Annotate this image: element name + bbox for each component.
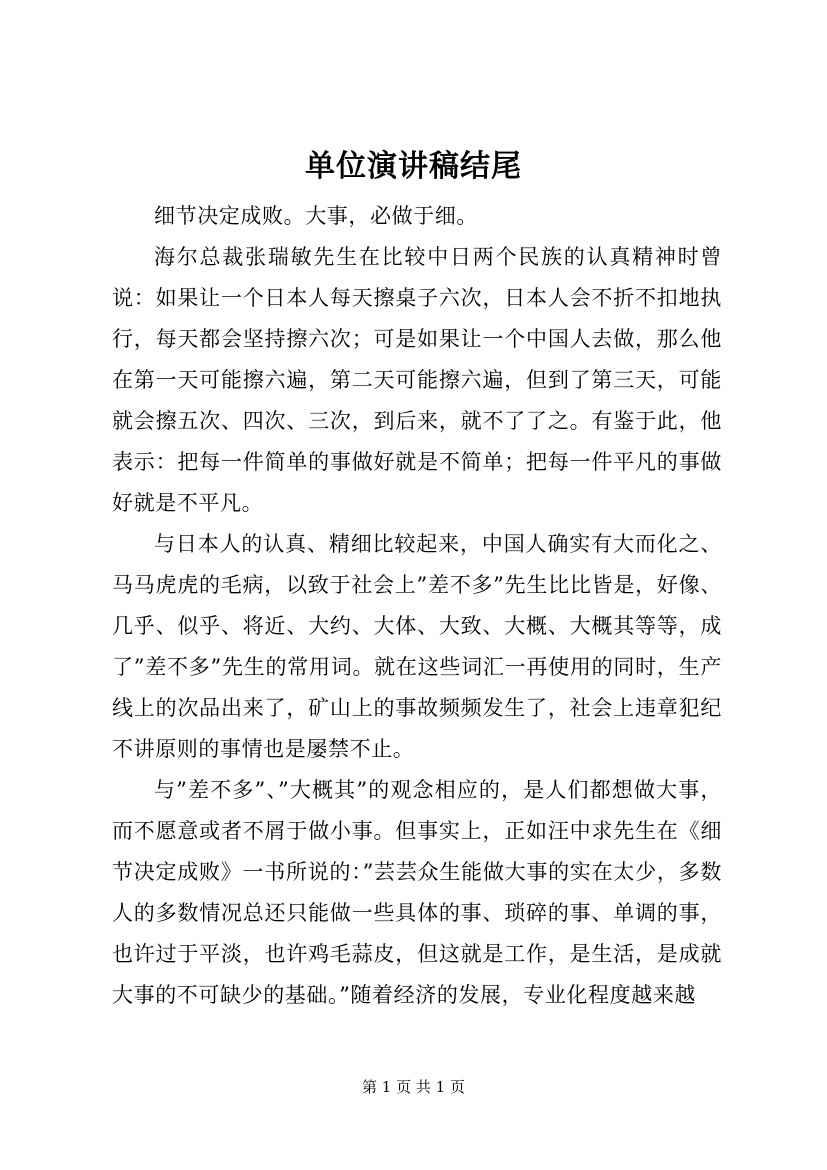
paragraph-2: 海尔总裁张瑞敏先生在比较中日两个民族的认真精神时曾说：如果让一个日本人每天擦桌子六次，日本人会不折不扣地执行，每天都会坚持擦六次；可是如果让一个中国人去做，那么他在第一天可能擦六遍，第二天可能擦六遍，但到了第三天，可能就会擦五次、四次、三次，到后来，就不了了之。有鉴于此，他表示：把每一件简单的事做好就是不简单；把每一件平凡的事做好就是不平凡。 [112,245,722,515]
page-number-footer: 第 1 页 共 1 页 [362,1078,465,1096]
paragraph-4: 与”差不多”、”大概其”的观念相应的，是人们都想做大事，而不愿意或者不屑于做小事。但事实上，正如汪中求先生在《细节决定成败》一书所说的：”芸芸众生能做大事的实在太少，多数人的多数情况总还只能做一些具体的事、琐碎的事、单调的事，也许过于平淡，也许鸡毛蒜皮，但这就是工作，是生活，是成就大事的不可缺少的基础。”随着经济的发展，专业化程度越来越 [112,778,722,1007]
document-title: 单位演讲稿结尾 [305,149,522,184]
paragraph-1: 细节决定成败。大事，必做于细。 [154,204,478,228]
paragraph-3: 与日本人的认真、精细比较起来，中国人确实有大而化之、马马虎虎的毛病，以致于社会上”差不多”先生比比皆是，好像、几乎、似乎、将近、大约、大体、大致、大概、大概其等等，成了”差不多”先生的常用词。就在这些词汇一再使用的同时，生产线上的次品出来了，矿山上的事故频频发生了，社会上违章犯纪不讲原则的事情也是屡禁不止。 [112,532,722,761]
document-body [112,196,722,1016]
